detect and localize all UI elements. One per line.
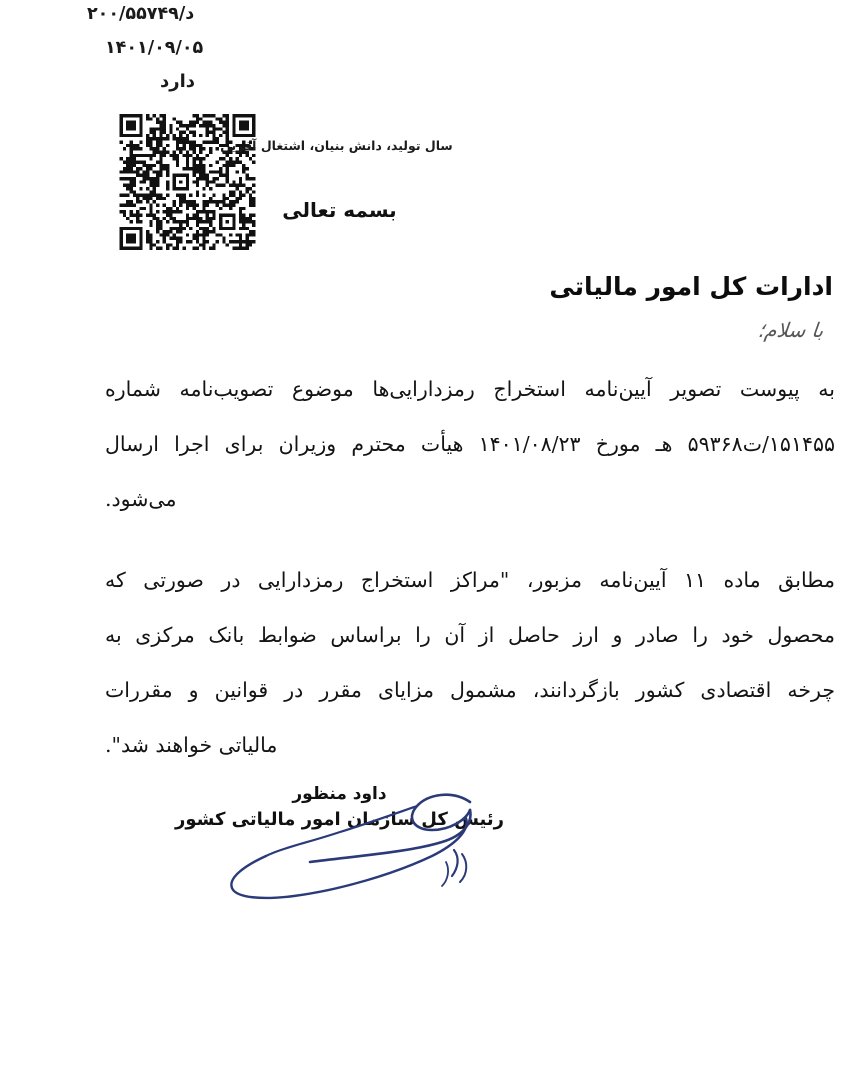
letter-meta-block: [85, 6, 265, 91]
paragraph-1-line-1: به پیوست تصویر آیین‌نامه استخراج رمزدارایی‌ها موضوع تصویب‌نامه شماره: [105, 377, 835, 401]
paragraph-2: [105, 553, 835, 773]
paragraph-2-line-4: مالیاتی خواهند شد".: [105, 733, 278, 757]
paragraph-1-line-3: می‌شود.: [105, 487, 177, 511]
addressee-title: ادارات کل امور مالیاتی: [549, 272, 833, 301]
signatory-title: رئیس کل سازمان امور مالیاتی کشور: [174, 808, 504, 830]
paragraph-2-line-3: چرخه اقتصادی کشور بازگردانند، مشمول مزایای مقرر در قوانین و مقررات: [105, 678, 835, 702]
paragraph-2-line-2: محصول خود را صادر و ارز حاصل از آن را براساس ضوابط بانک مرکزی به: [105, 623, 835, 647]
year-slogan: سال تولید، دانش بنیان، اشتغال آفرین: [220, 138, 453, 153]
letter-number: د/۲۰۰/۵۵۷۴۹: [87, 4, 195, 24]
paragraph-1: [105, 362, 835, 527]
paragraph-2-line-1: مطابق ماده ۱۱ آیین‌نامه مزبور، "مراکز استخراج رمزدارایی در صورتی که: [105, 568, 835, 592]
signature-block: [0, 782, 771, 833]
letter-body: [105, 362, 835, 781]
signatory-name: داود منظور: [292, 784, 387, 804]
greeting-handwritten: با سلام؛: [756, 318, 825, 342]
basmalah-heading: بسمه تعالی: [282, 198, 397, 222]
paragraph-1-line-2: ۱۵۱۴۵۵/ت۵۹۳۶۸ هـ مورخ ۱۴۰۱/۰۸/۲۳ هیأت محترم وزیران برای اجرا ارسال: [105, 432, 835, 456]
letter-date: ۱۴۰۱/۰۹/۰۵: [105, 37, 204, 58]
qr-code-icon: [107, 114, 268, 250]
attachment-indicator: دارد: [160, 71, 196, 92]
